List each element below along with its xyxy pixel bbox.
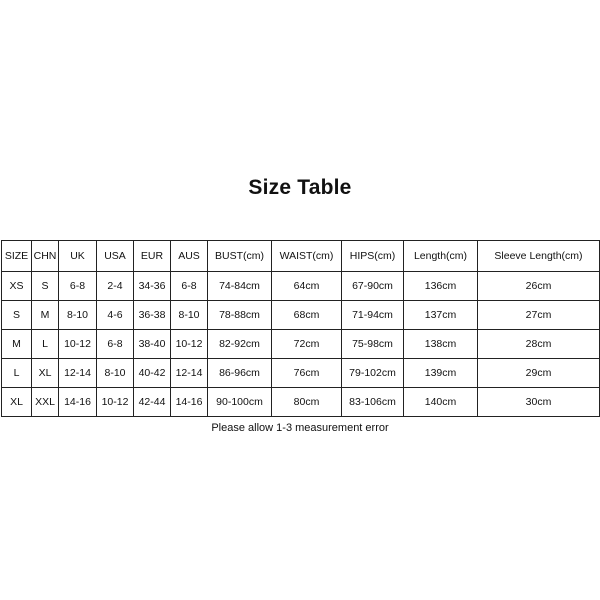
column-header: SIZE bbox=[2, 241, 32, 272]
table-cell: 29cm bbox=[478, 359, 600, 388]
table-cell: 10-12 bbox=[59, 330, 97, 359]
table-cell: 6-8 bbox=[97, 330, 134, 359]
table-cell: 90-100cm bbox=[208, 388, 272, 417]
table-cell: S bbox=[32, 272, 59, 301]
table-header-row bbox=[2, 241, 600, 272]
table-cell: 26cm bbox=[478, 272, 600, 301]
column-header: WAIST(cm) bbox=[272, 241, 342, 272]
table-cell: 82-92cm bbox=[208, 330, 272, 359]
table-cell: 67-90cm bbox=[342, 272, 404, 301]
table-cell: XS bbox=[2, 272, 32, 301]
table-cell: 8-10 bbox=[59, 301, 97, 330]
table-cell: 64cm bbox=[272, 272, 342, 301]
table-cell: 75-98cm bbox=[342, 330, 404, 359]
table-cell: M bbox=[2, 330, 32, 359]
table-cell: 140cm bbox=[404, 388, 478, 417]
table-cell: L bbox=[32, 330, 59, 359]
table-cell: 138cm bbox=[404, 330, 478, 359]
column-header: CHN bbox=[32, 241, 59, 272]
table-cell: 137cm bbox=[404, 301, 478, 330]
table-row bbox=[2, 272, 600, 301]
table-cell: 14-16 bbox=[171, 388, 208, 417]
column-header: EUR bbox=[134, 241, 171, 272]
measurement-note: Please allow 1-3 measurement error bbox=[211, 422, 389, 434]
table-cell: 8-10 bbox=[97, 359, 134, 388]
table-cell: 27cm bbox=[478, 301, 600, 330]
table-cell: 4-6 bbox=[97, 301, 134, 330]
table-cell: 136cm bbox=[404, 272, 478, 301]
column-header: BUST(cm) bbox=[208, 241, 272, 272]
page-title: Size Table bbox=[248, 176, 352, 199]
table-cell: 68cm bbox=[272, 301, 342, 330]
table-cell: 28cm bbox=[478, 330, 600, 359]
column-header: Length(cm) bbox=[404, 241, 478, 272]
table-cell: XL bbox=[2, 388, 32, 417]
table-cell: 6-8 bbox=[171, 272, 208, 301]
table-row bbox=[2, 330, 600, 359]
table-cell: 10-12 bbox=[97, 388, 134, 417]
table-cell: 71-94cm bbox=[342, 301, 404, 330]
table-cell: XL bbox=[32, 359, 59, 388]
table-cell: M bbox=[32, 301, 59, 330]
table-cell: 72cm bbox=[272, 330, 342, 359]
table-cell: 83-106cm bbox=[342, 388, 404, 417]
table-row bbox=[2, 301, 600, 330]
table-cell: 14-16 bbox=[59, 388, 97, 417]
table-body bbox=[2, 272, 600, 417]
table-cell: 86-96cm bbox=[208, 359, 272, 388]
table-row bbox=[2, 359, 600, 388]
table-cell: 80cm bbox=[272, 388, 342, 417]
table-cell: S bbox=[2, 301, 32, 330]
size-table bbox=[1, 240, 600, 417]
table-cell: 139cm bbox=[404, 359, 478, 388]
table-cell: 38-40 bbox=[134, 330, 171, 359]
table-cell: 76cm bbox=[272, 359, 342, 388]
table-cell: 78-88cm bbox=[208, 301, 272, 330]
table-cell: 42-44 bbox=[134, 388, 171, 417]
table-cell: 2-4 bbox=[97, 272, 134, 301]
table-cell: 8-10 bbox=[171, 301, 208, 330]
table-cell: 12-14 bbox=[59, 359, 97, 388]
table-cell: 40-42 bbox=[134, 359, 171, 388]
column-header: HIPS(cm) bbox=[342, 241, 404, 272]
column-header: USA bbox=[97, 241, 134, 272]
table-cell: XXL bbox=[32, 388, 59, 417]
table-cell: L bbox=[2, 359, 32, 388]
table-cell: 10-12 bbox=[171, 330, 208, 359]
table-cell: 79-102cm bbox=[342, 359, 404, 388]
table-cell: 6-8 bbox=[59, 272, 97, 301]
table-cell: 74-84cm bbox=[208, 272, 272, 301]
table-cell: 12-14 bbox=[171, 359, 208, 388]
table-row bbox=[2, 388, 600, 417]
table-cell: 30cm bbox=[478, 388, 600, 417]
column-header: AUS bbox=[171, 241, 208, 272]
column-header: UK bbox=[59, 241, 97, 272]
column-header: Sleeve Length(cm) bbox=[478, 241, 600, 272]
table-cell: 36-38 bbox=[134, 301, 171, 330]
table-cell: 34-36 bbox=[134, 272, 171, 301]
